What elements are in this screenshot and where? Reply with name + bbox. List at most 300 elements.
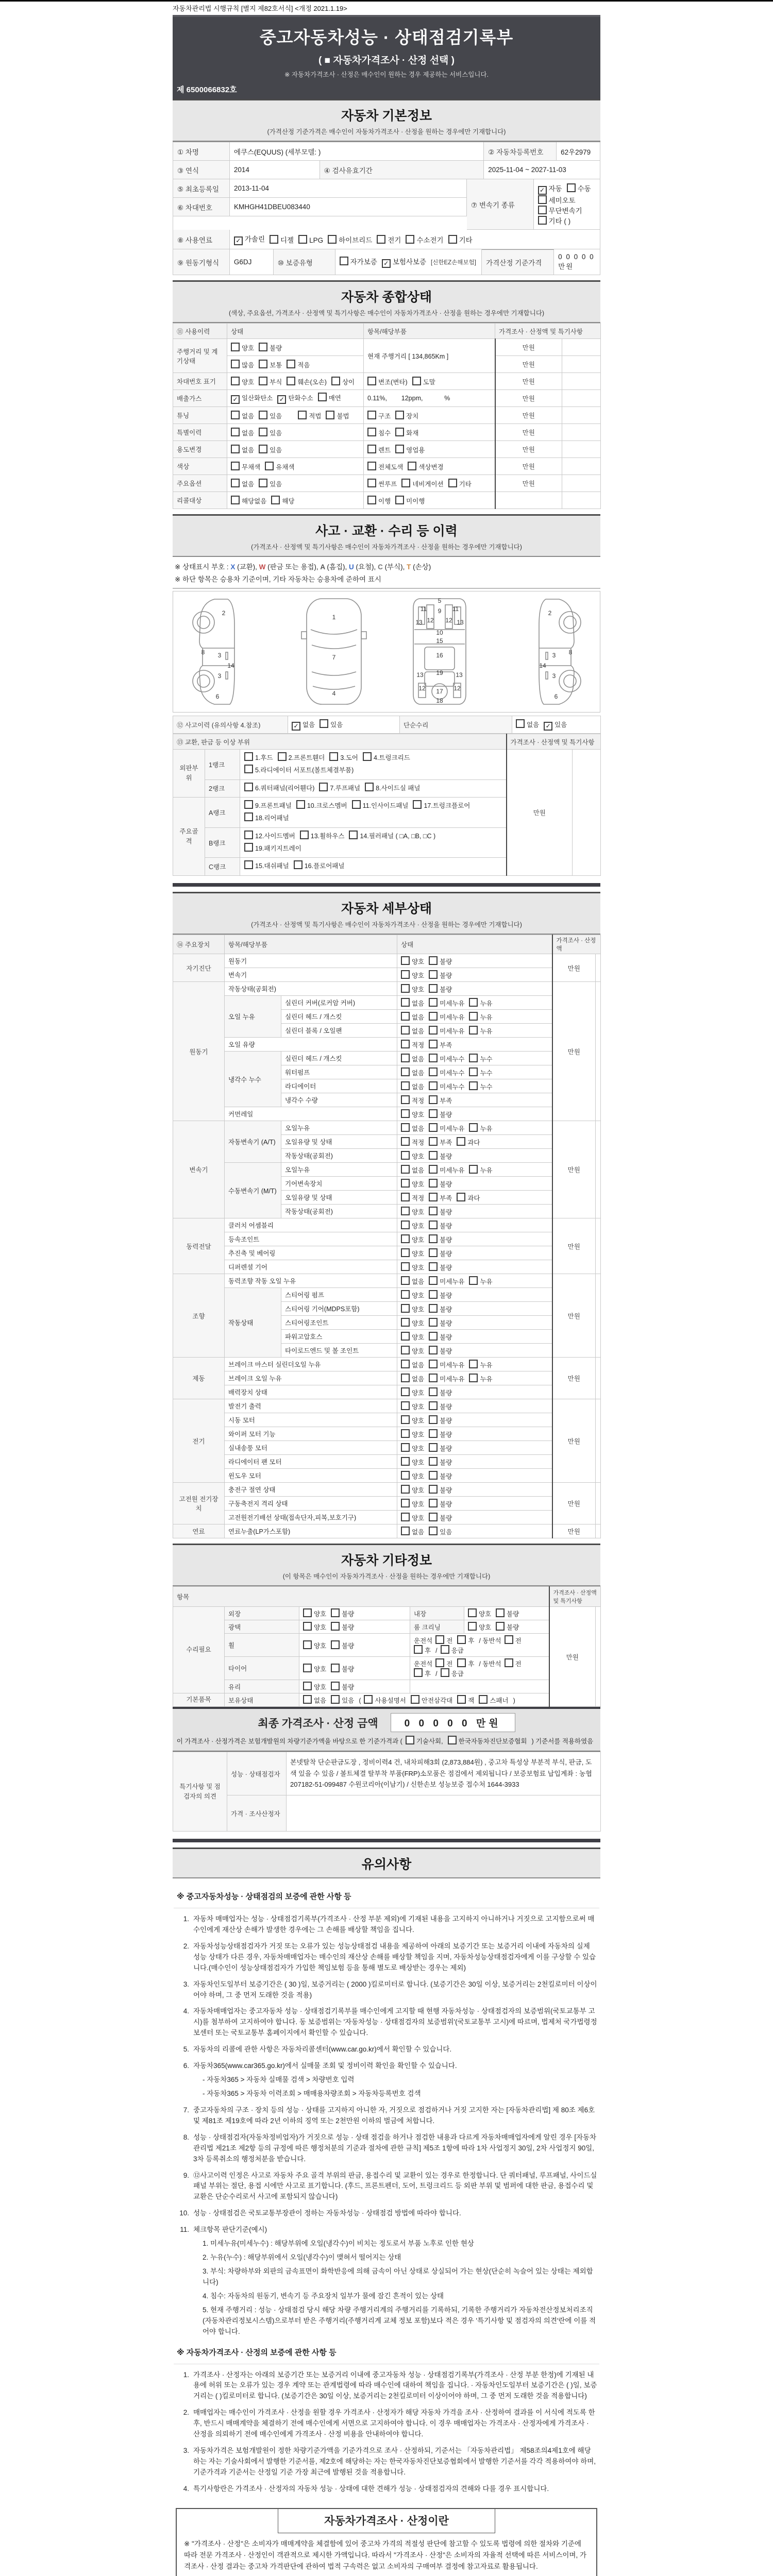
- checkbox-option[interactable]: [429, 1415, 452, 1425]
- checkbox[interactable]: [448, 1736, 457, 1744]
- checkbox[interactable]: [413, 800, 422, 809]
- checkbox[interactable]: [401, 1457, 410, 1466]
- checkbox[interactable]: [401, 998, 410, 1007]
- checkbox[interactable]: [367, 496, 376, 504]
- checkbox-option[interactable]: [367, 428, 391, 437]
- checkbox-option[interactable]: [414, 1668, 431, 1678]
- checkbox-option[interactable]: [401, 1179, 424, 1189]
- checkbox[interactable]: [331, 377, 340, 385]
- checkbox-option[interactable]: [401, 1165, 424, 1175]
- checkbox-option[interactable]: [231, 479, 254, 488]
- checkbox-option[interactable]: [329, 752, 358, 765]
- checkbox[interactable]: [429, 1221, 438, 1229]
- checkbox[interactable]: [401, 1346, 410, 1354]
- checkbox[interactable]: [259, 428, 267, 436]
- checkbox-option[interactable]: [231, 377, 254, 386]
- checkbox[interactable]: [401, 1527, 410, 1535]
- checkbox[interactable]: [401, 1387, 410, 1396]
- checkbox-option[interactable]: [401, 1513, 424, 1522]
- checkbox[interactable]: [287, 377, 295, 385]
- checkbox[interactable]: [271, 496, 280, 504]
- checkbox-option[interactable]: [457, 1635, 474, 1645]
- checkbox[interactable]: [457, 1635, 466, 1644]
- checkbox-option[interactable]: [320, 719, 343, 729]
- checkbox[interactable]: [349, 831, 358, 839]
- checkbox-option[interactable]: [401, 1374, 424, 1383]
- checkbox[interactable]: [296, 800, 305, 809]
- checkbox-option[interactable]: [429, 1165, 464, 1175]
- checkbox[interactable]: [331, 1622, 340, 1631]
- checkbox-option[interactable]: [401, 1276, 424, 1286]
- checkbox[interactable]: [414, 1645, 423, 1654]
- checkbox[interactable]: [303, 1695, 312, 1704]
- checkbox-option[interactable]: [429, 1443, 452, 1453]
- checkbox[interactable]: [231, 428, 240, 436]
- checkbox[interactable]: [259, 445, 267, 453]
- checkbox-option[interactable]: [401, 984, 424, 994]
- checkbox-option[interactable]: [469, 1276, 492, 1286]
- checkbox[interactable]: [401, 1081, 410, 1090]
- checkbox-option[interactable]: [401, 1123, 424, 1133]
- checkbox[interactable]: [331, 1608, 340, 1617]
- checkbox[interactable]: [429, 1429, 438, 1438]
- checkbox[interactable]: ✓: [544, 722, 552, 731]
- checkbox-option[interactable]: [469, 1081, 492, 1091]
- checkbox-option[interactable]: [505, 1635, 522, 1645]
- checkbox-option[interactable]: [429, 1012, 464, 1022]
- checkbox[interactable]: [468, 1622, 477, 1631]
- checkbox-option[interactable]: [496, 1622, 519, 1632]
- checkbox-option[interactable]: [435, 1658, 452, 1668]
- checkbox-option[interactable]: [429, 956, 452, 966]
- checkbox-option[interactable]: [244, 860, 289, 873]
- checkbox[interactable]: [231, 343, 240, 351]
- checkbox-option[interactable]: [429, 1151, 452, 1161]
- checkbox-option[interactable]: [429, 1095, 452, 1105]
- checkbox-option[interactable]: [429, 970, 452, 980]
- checkbox-option[interactable]: [349, 831, 435, 843]
- checkbox-option[interactable]: [287, 360, 310, 369]
- checkbox-option[interactable]: [331, 1640, 354, 1650]
- checkbox-option[interactable]: [401, 1401, 424, 1411]
- checkbox-option[interactable]: [448, 1736, 527, 1745]
- checkbox-option[interactable]: [429, 1262, 452, 1272]
- checkbox-option[interactable]: [469, 1123, 492, 1133]
- checkbox-option[interactable]: [244, 765, 354, 777]
- checkbox[interactable]: [429, 1151, 438, 1160]
- checkbox-option[interactable]: [429, 1513, 452, 1522]
- checkbox-option[interactable]: [259, 360, 282, 369]
- checkbox-option[interactable]: [429, 984, 452, 994]
- checkbox[interactable]: [429, 1040, 438, 1048]
- checkbox[interactable]: [401, 956, 410, 965]
- checkbox-option[interactable]: [401, 1081, 424, 1091]
- checkbox-option[interactable]: [231, 343, 254, 352]
- checkbox[interactable]: [401, 1123, 410, 1132]
- checkbox[interactable]: [411, 1695, 419, 1704]
- checkbox-option[interactable]: [469, 1054, 492, 1063]
- checkbox-option[interactable]: [401, 1304, 424, 1314]
- checkbox-option[interactable]: [411, 1695, 452, 1705]
- checkbox[interactable]: [401, 1109, 410, 1118]
- checkbox-option[interactable]: [244, 783, 314, 795]
- checkbox[interactable]: [429, 1276, 438, 1285]
- checkbox[interactable]: [401, 1318, 410, 1327]
- checkbox[interactable]: [469, 1360, 478, 1368]
- checkbox-option[interactable]: [270, 234, 294, 245]
- checkbox[interactable]: [401, 1054, 410, 1062]
- checkbox[interactable]: [231, 445, 240, 453]
- checkbox-option[interactable]: [468, 1622, 491, 1632]
- checkbox[interactable]: [401, 1332, 410, 1341]
- checkbox[interactable]: [401, 1290, 410, 1299]
- checkbox[interactable]: [259, 377, 267, 385]
- checkbox[interactable]: ✓: [234, 236, 243, 245]
- checkbox-option[interactable]: [294, 860, 345, 873]
- checkbox-option[interactable]: [401, 1527, 424, 1536]
- checkbox[interactable]: [395, 428, 404, 436]
- checkbox[interactable]: [331, 1640, 340, 1649]
- checkbox-option[interactable]: [303, 1695, 326, 1705]
- checkbox-option[interactable]: [401, 956, 424, 966]
- checkbox[interactable]: [441, 1645, 449, 1654]
- checkbox[interactable]: [414, 1668, 423, 1677]
- checkbox-option[interactable]: [414, 1645, 431, 1655]
- checkbox[interactable]: [377, 235, 385, 244]
- checkbox-option[interactable]: [365, 783, 420, 795]
- checkbox-option[interactable]: [479, 1695, 508, 1705]
- checkbox[interactable]: [469, 1067, 478, 1076]
- checkbox[interactable]: [401, 1415, 410, 1424]
- checkbox-option[interactable]: [429, 1137, 452, 1147]
- checkbox[interactable]: [429, 1304, 438, 1313]
- checkbox[interactable]: [429, 1081, 438, 1090]
- checkbox[interactable]: [300, 831, 309, 839]
- checkbox[interactable]: [367, 479, 376, 487]
- checkbox[interactable]: [429, 956, 438, 965]
- checkbox-option[interactable]: [441, 1645, 464, 1655]
- checkbox-option[interactable]: [429, 1429, 452, 1439]
- checkbox-option[interactable]: [401, 1234, 424, 1244]
- checkbox-option[interactable]: [401, 1221, 424, 1230]
- checkbox[interactable]: [429, 1207, 438, 1215]
- checkbox[interactable]: [401, 1499, 410, 1507]
- checkbox-option[interactable]: [401, 1346, 424, 1355]
- checkbox[interactable]: [367, 428, 376, 436]
- checkbox-option[interactable]: [538, 215, 571, 226]
- checkbox-option[interactable]: [401, 1109, 424, 1119]
- checkbox-option[interactable]: [516, 719, 539, 729]
- checkbox[interactable]: [401, 1401, 410, 1410]
- checkbox-option[interactable]: [538, 183, 562, 195]
- checkbox-option[interactable]: [401, 1499, 424, 1509]
- checkbox[interactable]: [406, 235, 414, 244]
- checkbox-option[interactable]: [298, 235, 323, 244]
- checkbox-option[interactable]: [408, 462, 443, 471]
- checkbox[interactable]: [401, 1429, 410, 1438]
- checkbox[interactable]: [441, 1668, 449, 1677]
- checkbox[interactable]: [401, 1179, 410, 1188]
- checkbox-option[interactable]: [401, 1360, 424, 1369]
- checkbox[interactable]: [469, 1123, 478, 1132]
- checkbox-option[interactable]: [429, 1360, 464, 1369]
- checkbox[interactable]: [401, 1360, 410, 1368]
- checkbox-option[interactable]: [401, 1387, 424, 1397]
- checkbox[interactable]: [365, 783, 374, 791]
- checkbox[interactable]: [244, 831, 253, 839]
- checkbox-option[interactable]: [429, 1179, 452, 1189]
- checkbox[interactable]: [265, 462, 274, 470]
- checkbox[interactable]: [496, 1622, 505, 1631]
- checkbox-option[interactable]: [277, 393, 313, 404]
- checkbox[interactable]: [401, 1234, 410, 1243]
- checkbox[interactable]: [329, 752, 338, 761]
- checkbox-option[interactable]: [429, 998, 464, 1008]
- checkbox-option[interactable]: [259, 377, 282, 386]
- checkbox-option[interactable]: [231, 360, 254, 369]
- checkbox-option[interactable]: [401, 1457, 424, 1467]
- checkbox-option[interactable]: [429, 1276, 464, 1286]
- checkbox[interactable]: [401, 970, 410, 979]
- checkbox[interactable]: [395, 496, 404, 504]
- checkbox-option[interactable]: [328, 234, 372, 245]
- checkbox-option[interactable]: [401, 1471, 424, 1481]
- checkbox-option[interactable]: [429, 1026, 464, 1036]
- checkbox-option[interactable]: [429, 1081, 464, 1091]
- checkbox-option[interactable]: [406, 1736, 443, 1745]
- checkbox[interactable]: [448, 479, 457, 487]
- checkbox-option[interactable]: [303, 1640, 326, 1650]
- checkbox[interactable]: [244, 812, 253, 821]
- checkbox-option[interactable]: [401, 1095, 424, 1105]
- checkbox-option[interactable]: [303, 1608, 326, 1618]
- checkbox-option[interactable]: [259, 445, 282, 454]
- checkbox[interactable]: [429, 1346, 438, 1354]
- checkbox-option[interactable]: [401, 1207, 424, 1216]
- checkbox-option[interactable]: [429, 1193, 452, 1202]
- checkbox-option[interactable]: [429, 1234, 452, 1244]
- checkbox-option[interactable]: [406, 234, 443, 245]
- checkbox[interactable]: [231, 462, 240, 470]
- checkbox-option[interactable]: [401, 1012, 424, 1022]
- checkbox-option[interactable]: [259, 479, 282, 488]
- checkbox-option[interactable]: [331, 1664, 354, 1673]
- checkbox[interactable]: [303, 1622, 312, 1631]
- checkbox[interactable]: [294, 860, 303, 869]
- checkbox-option[interactable]: [429, 1054, 464, 1063]
- checkbox[interactable]: [469, 998, 478, 1007]
- checkbox[interactable]: [457, 1137, 465, 1146]
- checkbox-option[interactable]: [244, 843, 301, 855]
- checkbox[interactable]: [367, 377, 376, 385]
- checkbox[interactable]: [469, 1026, 478, 1035]
- checkbox-option[interactable]: [377, 234, 401, 245]
- checkbox-option[interactable]: [457, 1137, 480, 1147]
- checkbox-option[interactable]: [448, 234, 473, 245]
- checkbox[interactable]: [516, 719, 525, 728]
- checkbox-option[interactable]: [401, 1026, 424, 1036]
- checkbox-option[interactable]: [429, 1109, 452, 1119]
- checkbox[interactable]: [364, 1695, 373, 1704]
- checkbox[interactable]: [538, 206, 547, 214]
- checkbox-option[interactable]: [331, 1622, 354, 1632]
- checkbox[interactable]: [259, 479, 267, 487]
- checkbox-option[interactable]: [244, 752, 273, 765]
- checkbox[interactable]: ✓: [231, 395, 240, 404]
- checkbox[interactable]: [244, 783, 253, 791]
- checkbox-option[interactable]: [469, 1067, 492, 1077]
- checkbox-option[interactable]: [331, 1695, 354, 1705]
- checkbox[interactable]: [429, 1513, 438, 1521]
- checkbox[interactable]: [496, 1608, 505, 1617]
- checkbox-option[interactable]: [429, 1374, 464, 1383]
- checkbox-option[interactable]: [231, 428, 254, 437]
- checkbox[interactable]: [406, 1736, 414, 1744]
- checkbox-option[interactable]: [413, 800, 470, 812]
- checkbox-option[interactable]: [429, 1332, 452, 1342]
- checkbox-option[interactable]: [231, 496, 266, 505]
- checkbox[interactable]: [429, 1499, 438, 1507]
- checkbox-option[interactable]: [401, 970, 424, 980]
- checkbox-option[interactable]: [401, 1415, 424, 1425]
- checkbox-option[interactable]: [303, 1622, 326, 1632]
- checkbox-option[interactable]: [395, 445, 425, 454]
- checkbox-option[interactable]: [457, 1695, 474, 1705]
- checkbox-option[interactable]: [401, 1290, 424, 1300]
- checkbox[interactable]: [448, 235, 457, 244]
- checkbox[interactable]: [429, 1095, 438, 1104]
- checkbox[interactable]: [538, 195, 547, 204]
- checkbox[interactable]: [429, 1248, 438, 1257]
- checkbox-option[interactable]: [395, 411, 418, 420]
- checkbox-option[interactable]: [401, 1054, 424, 1063]
- checkbox[interactable]: [429, 1374, 438, 1382]
- checkbox-option[interactable]: [367, 462, 403, 471]
- checkbox-option[interactable]: [367, 445, 391, 454]
- checkbox-option[interactable]: [367, 479, 397, 488]
- checkbox[interactable]: [270, 235, 278, 244]
- checkbox[interactable]: [303, 1682, 312, 1690]
- checkbox-option[interactable]: [395, 496, 425, 505]
- checkbox-option[interactable]: [469, 1165, 492, 1175]
- checkbox-option[interactable]: [429, 1221, 452, 1230]
- checkbox[interactable]: [401, 1262, 410, 1271]
- checkbox-option[interactable]: [468, 1608, 491, 1618]
- checkbox[interactable]: ✓: [277, 395, 286, 404]
- checkbox[interactable]: [401, 1471, 410, 1480]
- checkbox[interactable]: [331, 1682, 340, 1690]
- checkbox[interactable]: [567, 183, 576, 192]
- checkbox[interactable]: [259, 343, 267, 351]
- checkbox-option[interactable]: [567, 183, 591, 193]
- checkbox-option[interactable]: [244, 831, 295, 843]
- checkbox-option[interactable]: [505, 1658, 522, 1668]
- checkbox-option[interactable]: [278, 752, 325, 765]
- checkbox-option[interactable]: [292, 720, 315, 731]
- checkbox[interactable]: [469, 1276, 478, 1285]
- checkbox[interactable]: [469, 1165, 478, 1174]
- checkbox[interactable]: [429, 1415, 438, 1424]
- checkbox[interactable]: [429, 1262, 438, 1271]
- checkbox[interactable]: [469, 1054, 478, 1062]
- checkbox[interactable]: [401, 1485, 410, 1494]
- checkbox-option[interactable]: [367, 411, 391, 420]
- checkbox[interactable]: [457, 1658, 466, 1667]
- checkbox-option[interactable]: [271, 496, 294, 505]
- checkbox-option[interactable]: [300, 831, 345, 843]
- checkbox[interactable]: [457, 1193, 465, 1201]
- checkbox-option[interactable]: [401, 998, 424, 1008]
- checkbox[interactable]: [401, 1137, 410, 1146]
- checkbox-option[interactable]: [231, 411, 254, 420]
- checkbox[interactable]: [469, 1374, 478, 1382]
- checkbox-option[interactable]: [401, 1443, 424, 1453]
- checkbox[interactable]: [429, 1485, 438, 1494]
- checkbox[interactable]: [303, 1640, 312, 1649]
- checkbox[interactable]: [429, 1026, 438, 1035]
- checkbox[interactable]: [401, 1165, 410, 1174]
- checkbox-option[interactable]: [303, 1664, 326, 1673]
- checkbox[interactable]: [401, 1012, 410, 1021]
- checkbox[interactable]: [331, 1695, 340, 1704]
- checkbox-option[interactable]: [435, 1635, 452, 1645]
- checkbox-option[interactable]: [401, 1067, 424, 1077]
- checkbox[interactable]: [231, 377, 240, 385]
- checkbox[interactable]: ✓: [382, 259, 391, 268]
- checkbox-option[interactable]: [401, 1485, 424, 1495]
- checkbox-option[interactable]: [429, 1457, 452, 1467]
- checkbox[interactable]: [457, 1695, 466, 1704]
- checkbox[interactable]: ✓: [292, 722, 300, 731]
- checkbox[interactable]: [352, 800, 361, 809]
- checkbox-option[interactable]: [429, 1207, 452, 1216]
- checkbox[interactable]: [429, 1054, 438, 1062]
- checkbox[interactable]: [401, 984, 410, 993]
- checkbox[interactable]: [340, 257, 348, 265]
- checkbox[interactable]: [429, 970, 438, 979]
- checkbox[interactable]: [429, 1290, 438, 1299]
- checkbox[interactable]: [298, 235, 307, 244]
- checkbox-option[interactable]: [331, 1608, 354, 1618]
- checkbox[interactable]: [401, 1040, 410, 1048]
- checkbox-option[interactable]: [429, 1318, 452, 1328]
- checkbox-option[interactable]: [401, 1040, 424, 1049]
- checkbox[interactable]: [231, 411, 240, 419]
- checkbox[interactable]: [367, 445, 376, 453]
- checkbox-option[interactable]: [234, 233, 265, 245]
- checkbox-option[interactable]: [231, 462, 260, 471]
- checkbox-option[interactable]: [298, 411, 321, 420]
- checkbox-option[interactable]: [231, 393, 273, 404]
- checkbox-option[interactable]: [429, 1401, 452, 1411]
- checkbox[interactable]: [401, 1443, 410, 1452]
- checkbox-option[interactable]: [259, 428, 282, 437]
- checkbox[interactable]: [395, 445, 404, 453]
- checkbox[interactable]: [479, 1695, 488, 1704]
- checkbox-option[interactable]: [259, 411, 282, 420]
- checkbox[interactable]: [298, 411, 307, 419]
- checkbox-option[interactable]: [367, 496, 391, 505]
- checkbox[interactable]: [244, 765, 253, 773]
- checkbox-option[interactable]: [352, 800, 409, 812]
- checkbox[interactable]: [303, 1664, 312, 1672]
- checkbox-option[interactable]: [244, 812, 289, 825]
- checkbox[interactable]: [429, 984, 438, 993]
- checkbox[interactable]: [429, 1457, 438, 1466]
- checkbox[interactable]: [505, 1635, 513, 1644]
- checkbox[interactable]: [429, 1165, 438, 1174]
- checkbox-option[interactable]: [401, 1332, 424, 1342]
